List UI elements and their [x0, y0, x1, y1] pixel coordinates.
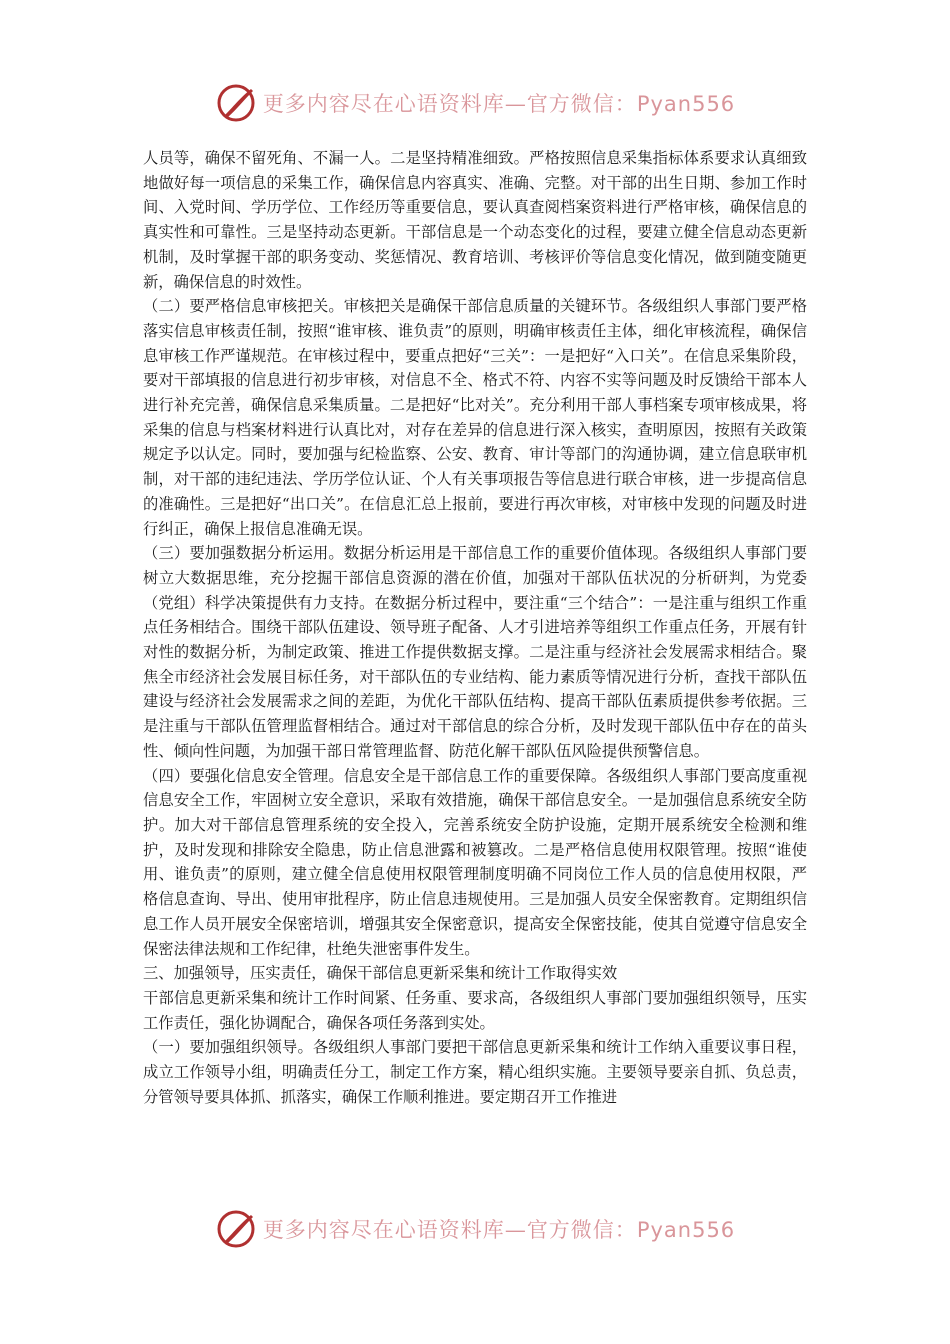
pen-logo-icon	[215, 81, 259, 125]
banner-text: 更多内容尽在心语资料库—官方微信：Pyan556	[262, 92, 736, 116]
paragraph: 干部信息更新采集和统计工作时间紧、任务重、要求高，各级组织人事部门要加强组织领导，压实工作责任，强化协调配合，确保各项任务落到实处。	[143, 988, 807, 1032]
paragraph: （四）要强化信息安全管理。信息安全是干部信息工作的重要保障。各级组织人事部门要高度重视信息安全工作，牢固树立安全意识，采取有效措施，确保干部信息安全。一是加强信息系统安全防护。加大对干部信息管理系统的安全投入，完善系统安全防护设施，定期开展系统安全检测和维护，及时发现和排除安全隐患，防止信息泄露和被篡改。二是严格信息使用权限管理。按照“谁使用、谁负责”的原则，建立健全信息使用权限管理制度明确不同岗位工作人员的信息使用权限，严格信息查询、导出、使用审批程序，防止信息违规使用。三是加强人员安全保密教育。定期组织信息工作人员开展安全保密培训，增强其安全保密意识，提高安全保密技能，使其自觉遵守信息安全保密法律法规和工作纪律，杜绝失泄密事件发生。	[143, 766, 807, 958]
header-banner	[0, 80, 950, 126]
section-heading: 三、加强领导，压实责任，确保干部信息更新采集和统计工作取得实效	[143, 964, 618, 983]
banner-text: 更多内容尽在心语资料库—官方微信：Pyan556	[262, 1218, 736, 1242]
pen-logo-icon	[215, 1207, 259, 1251]
paragraph: （二）要严格信息审核把关。审核把关是确保干部信息质量的关键环节。各级组织人事部门要严格落实信息审核责任制，按照“谁审核、谁负责”的原则，明确审核责任主体，细化审核流程，确保信息审核工作严谨规范。在审核过程中，要重点把好“三关”：一是把好“入口关”。在信息采集阶段，要对干部填报的信息进行初步审核，对信息不全、格式不符、内容不实等问题及时反馈给干部本人进行补充完善，确保信息采集质量。二是把好“比对关”。充分利用干部人事档案专项审核成果，将采集的信息与档案材料进行认真比对，对存在差异的信息进行深入核实，查明原因，按照有关政策规定予以认定。同时，要加强与纪检监察、公安、教育、审计等部门的沟通协调，建立信息联审机制，对干部的违纪违法、学历学位认证、个人有关事项报告等信息进行联合审核，进一步提高信息的准确性。三是把好“出口关”。在信息汇总上报前，要进行再次审核，对审核中发现的问题及时进行纠正，确保上报信息准确无误。	[143, 297, 807, 538]
paragraph: 人员等，确保不留死角、不漏一人。二是坚持精准细致。严格按照信息采集指标体系要求认真细致地做好每一项信息的采集工作，确保信息内容真实、准确、完整。对干部的出生日期、参加工作时间、入党时间、学历学位、工作经历等重要信息，要认真查阅档案资料进行严格审核，确保信息的真实性和可靠性。三是坚持动态更新。干部信息是一个动态变化的过程，要建立健全信息动态更新机制，及时掌握干部的职务变动、奖惩情况、教育培训、考核评价等信息变化情况，做到随变随更新，确保信息的时效性。	[143, 149, 807, 291]
paragraph: （三）要加强数据分析运用。数据分析运用是干部信息工作的重要价值体现。各级组织人事部门要树立大数据思维，充分挖掘干部信息资源的潜在价值，加强对干部队伍状况的分析研判，为党委（党组）科学决策提供有力支持。在数据分析过程中，要注重“三个结合”：一是注重与组织工作重点任务相结合。围绕干部队伍建设、领导班子配备、人才引进培养等组织工作重点任务，开展有针对性的数据分析，为制定政策、推进工作提供数据支撑。二是注重与经济社会发展需求相结合。聚焦全市经济社会发展目标任务，对干部队伍的专业结构、能力素质等情况进行分析，查找干部队伍建设与经济社会发展需求之间的差距，为优化干部队伍结构、提高干部队伍素质提供参考依据。三是注重与干部队伍管理监督相结合。通过对干部信息的综合分析，及时发现干部队伍中存在的苗头性、倾向性问题，为加强干部日常管理监督、防范化解干部队伍风险提供预警信息。	[143, 544, 807, 760]
footer-banner	[0, 1206, 950, 1252]
document-body	[143, 146, 807, 1109]
paragraph: （一）要加强组织领导。各级组织人事部门要把干部信息更新采集和统计工作纳入重要议事日程，成立工作领导小组，明确责任分工，制定工作方案，精心组织实施。主要领导要亲自抓、负总责，分管领导要具体抓、抓落实，确保工作顺利推进。要定期召开工作推进	[143, 1038, 807, 1106]
